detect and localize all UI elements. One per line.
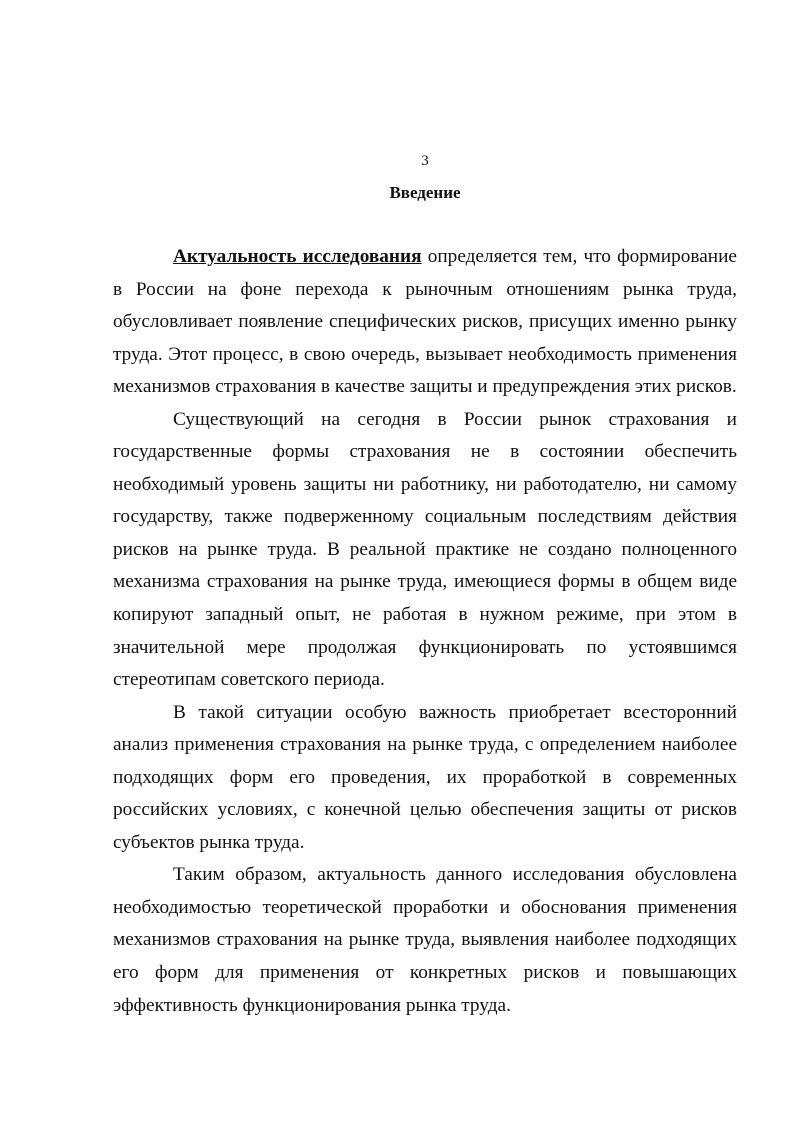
section-heading: Введение [389,183,461,202]
paragraph-analysis-importance: В такой ситуации особую важность приобретает всесторонний анализ применения страхования на рынке труда, с определением наиболее подходящих форм его проведения, их проработкой в современных российских условиях, с конечной целью обеспечения защиты от рисков субъектов рынка труда. [113,701,737,853]
paragraph-insurance-market: Существующий на сегодня в России рынок страхования и государственные формы страхования не в состоянии обеспечить необходимый уровень защиты ни работнику, ни работодателю, ни самому государству, также подверженному социальным последствиям действия рисков на рынке труда. В реальной практике не создано полноценного механизма страхования на рынке труда, имеющиеся формы в общем виде копируют западный опыт, не работая в нужном режиме, при этом в значительной мере продолжая функционировать по устоявшимся стереотипам советского периода. [113,408,737,691]
paragraph-conclusion: Таким образом, актуальность данного исследования обусловлена необходимостью теоретической проработки и обоснования применения механизмов страхования на рынке труда, выявления наиболее подходящих его форм для применения от конкретных рисков и повышающих эффективность функционирования рынка труда. [113,864,737,1016]
paragraph-lead-term: Актуальность исследования [173,246,422,267]
paragraph-relevance [113,241,737,404]
body-text [113,241,737,1022]
page-number: 3 [421,153,429,169]
paragraph-text: определяется тем, что формирование в России на фоне перехода к рыночным отношениям рынка труда, обусловливает появление специфических рисков, присущих именно рынку труда. Этот процесс, в свою очередь, вызывает необходимость применения механизмов страхования в качестве защиты и предупреждения этих рисков. [113,246,737,398]
